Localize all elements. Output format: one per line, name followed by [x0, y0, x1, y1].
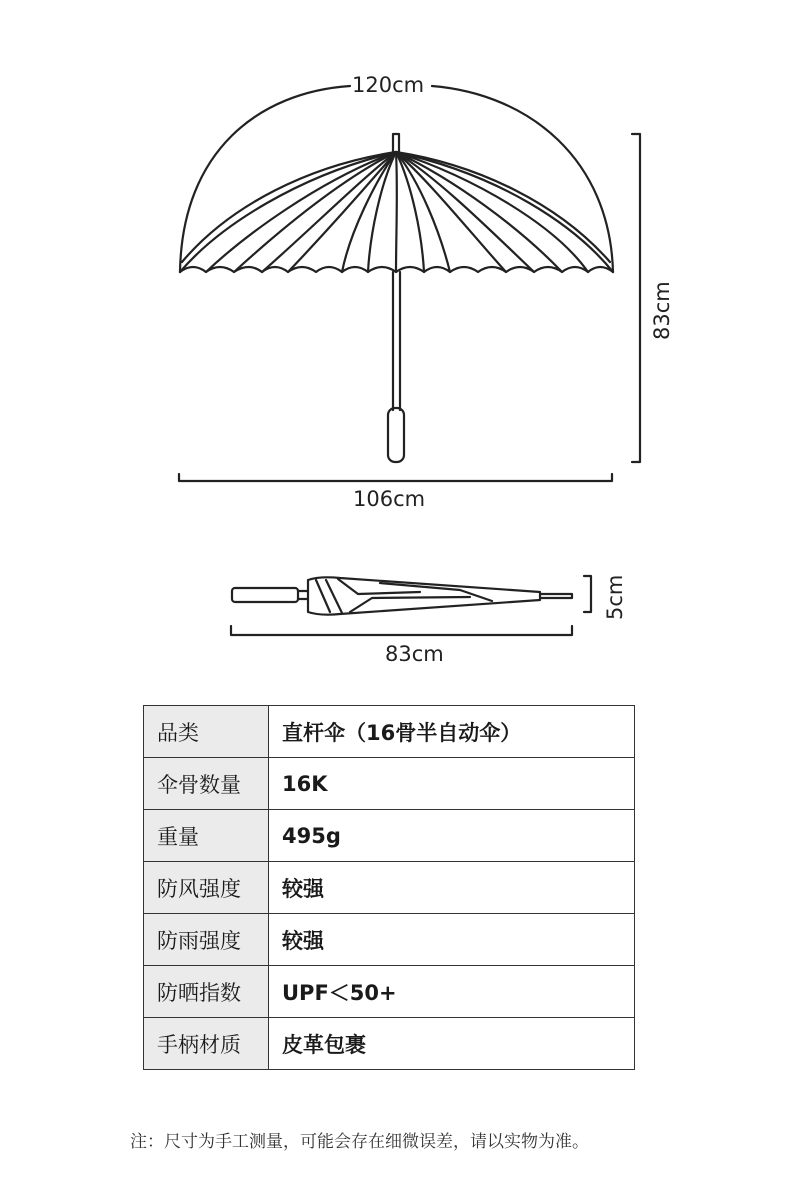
height-dimension-line: [632, 134, 640, 462]
canopy-rib: [396, 152, 397, 272]
closed-length-label: 83cm: [385, 642, 444, 666]
diameter-dimension-line: [584, 576, 591, 612]
canopy-rib: [234, 152, 396, 272]
umbrella-shaft: [393, 272, 400, 410]
spec-key: 防风强度: [144, 862, 269, 914]
length-dimension-line: [231, 626, 572, 635]
spec-value: 495g: [269, 810, 635, 862]
closed-neck: [298, 591, 308, 599]
open-width-label: 106cm: [353, 487, 426, 511]
table-row: [144, 706, 635, 758]
table-row: [144, 810, 635, 862]
canopy-arc-label: 120cm: [352, 73, 425, 97]
spec-key: 重量: [144, 810, 269, 862]
spec-key: 防雨强度: [144, 914, 269, 966]
closed-shaft: [540, 594, 572, 598]
spec-value: UPF＜50+: [269, 966, 635, 1018]
spec-value: 皮革包裹: [269, 1018, 635, 1070]
closed-canopy-folds: [316, 579, 492, 613]
closed-handle: [232, 588, 298, 602]
table-row: [144, 914, 635, 966]
table-row: [144, 966, 635, 1018]
spec-key: 防晒指数: [144, 966, 269, 1018]
spec-value: 较强: [269, 862, 635, 914]
canopy-rib: [206, 152, 396, 272]
measurement-note: 注：尺寸为手工测量，可能会存在细微误差，请以实物为准。: [130, 1132, 589, 1152]
umbrella-tip: [393, 134, 399, 152]
spec-key: 手柄材质: [144, 1018, 269, 1070]
spec-table: [143, 705, 635, 1070]
width-dimension-line: [179, 474, 612, 481]
canopy-rib: [368, 152, 396, 272]
closed-diameter-label: 5cm: [603, 574, 627, 620]
spec-value: 16K: [269, 758, 635, 810]
spec-key: 品类: [144, 706, 269, 758]
table-row: [144, 862, 635, 914]
canopy-rib: [396, 152, 506, 272]
spec-key: 伞骨数量: [144, 758, 269, 810]
open-height-label: 83cm: [650, 281, 674, 340]
spec-value: 较强: [269, 914, 635, 966]
table-row: [144, 1018, 635, 1070]
spec-value: 直杆伞（16骨半自动伞）: [269, 706, 635, 758]
umbrella-handle: [388, 408, 404, 462]
table-row: [144, 758, 635, 810]
